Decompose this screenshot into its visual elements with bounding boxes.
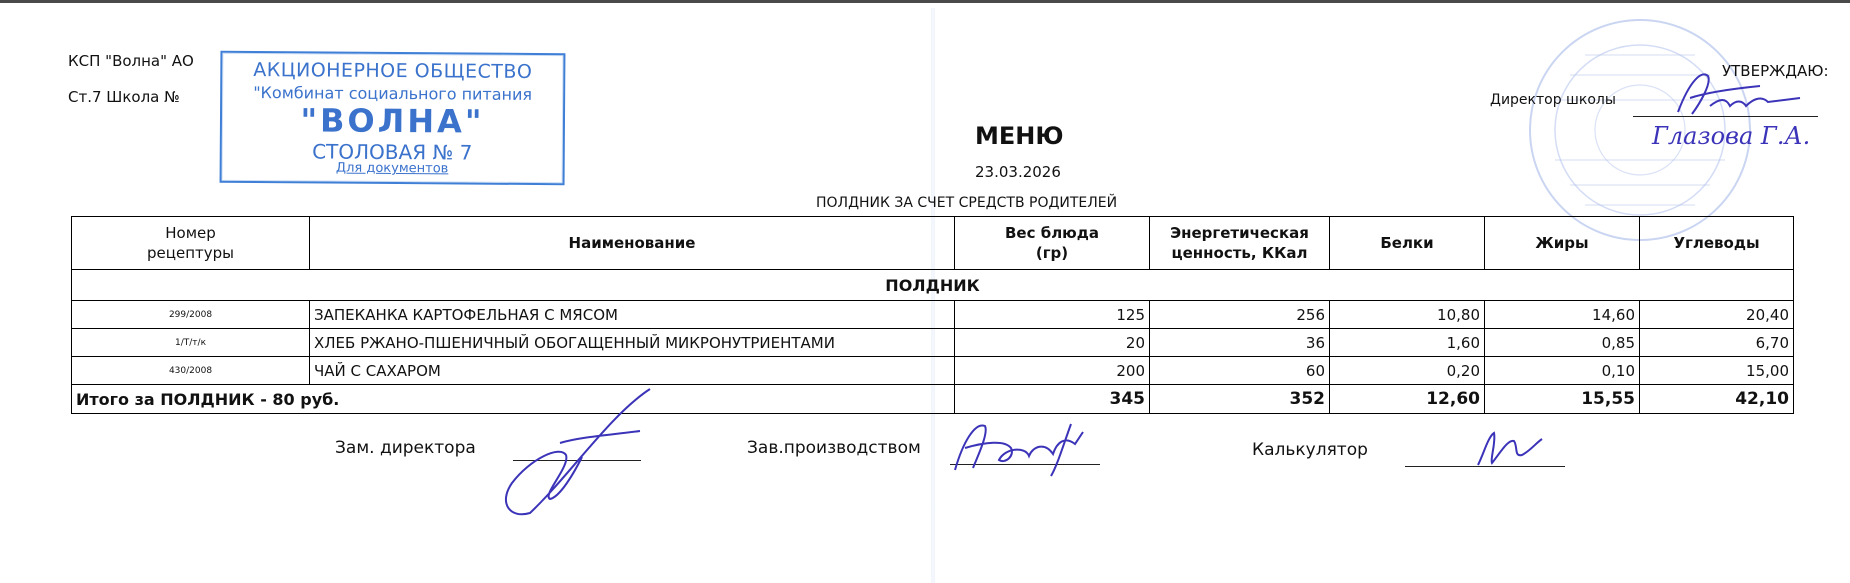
director-name: Глазова Г.А. (1652, 122, 1811, 150)
header-name: Наименование (310, 217, 955, 270)
recipe-code: 299/2008 (72, 301, 310, 329)
dish-protein: 1,60 (1330, 329, 1485, 357)
dish-name: ЗАПЕКАНКА КАРТОФЕЛЬНАЯ С МЯСОМ (310, 301, 955, 329)
company-stamp (220, 51, 566, 185)
header-weight (955, 217, 1150, 270)
recipe-code: 430/2008 (72, 357, 310, 385)
menu-date: 23.03.2026 (975, 163, 1061, 181)
table-row (72, 357, 1794, 385)
dish-carbs: 20,40 (1640, 301, 1794, 329)
menu-table (71, 216, 1794, 414)
dish-fat: 0,10 (1485, 357, 1640, 385)
header-recipe-line-1: Номер (165, 224, 216, 242)
stamp-line-5: Для документов (335, 160, 449, 177)
dish-name: ХЛЕБ РЖАНО-ПШЕНИЧНЫЙ ОБОГАЩЕННЫЙ МИКРОНУТРИЕНТАМИ (310, 329, 955, 357)
header-energy-line-2: ценность, ККал (1171, 244, 1308, 262)
deputy-director-label: Зам. директора (335, 438, 476, 458)
header-protein: Белки (1330, 217, 1485, 270)
top-border (0, 0, 1850, 3)
stamp-line-1: АКЦИОНЕРНОЕ ОБЩЕСТВО (253, 59, 533, 83)
header-energy (1150, 217, 1330, 270)
total-carbs: 42,10 (1640, 385, 1794, 414)
deputy-signature (490, 385, 660, 525)
department-label: Ст.7 Школа № (68, 88, 180, 106)
header-weight-line-1: Вес блюда (1005, 224, 1099, 242)
calculator-signature (1470, 425, 1550, 470)
approve-label: УТВЕРЖДАЮ: (1722, 62, 1829, 80)
table-row (72, 329, 1794, 357)
production-manager-label: Зав.производством (747, 438, 921, 458)
total-energy: 352 (1150, 385, 1330, 414)
stamp-line-3: "ВОЛНА" (300, 101, 485, 141)
table-header-row (72, 217, 1794, 270)
dish-carbs: 6,70 (1640, 329, 1794, 357)
dish-weight: 125 (955, 301, 1150, 329)
page-title: МЕНЮ (975, 122, 1064, 150)
header-carbs: Углеводы (1640, 217, 1794, 270)
meal-heading: ПОЛДНИК ЗА СЧЕТ СРЕДСТВ РОДИТЕЛЕЙ (816, 195, 1118, 211)
dish-carbs: 15,00 (1640, 357, 1794, 385)
stamp-line-2: "Комбинат социального питания (253, 83, 533, 104)
dish-energy: 36 (1150, 329, 1330, 357)
header-recipe (72, 217, 310, 270)
total-label: Итого за ПОЛДНИК - 80 руб. (72, 385, 955, 414)
dish-protein: 10,80 (1330, 301, 1485, 329)
total-row (72, 385, 1794, 414)
header-recipe-line-2: рецептуры (147, 244, 234, 262)
director-label: Директор школы (1490, 92, 1616, 108)
production-signature (945, 412, 1105, 482)
stamp-line-4: СТОЛОВАЯ № 7 (312, 139, 473, 165)
header-energy-line-1: Энергетическая (1170, 224, 1309, 242)
dish-protein: 0,20 (1330, 357, 1485, 385)
total-protein: 12,60 (1330, 385, 1485, 414)
calculator-label: Калькулятор (1252, 440, 1368, 460)
dish-energy: 256 (1150, 301, 1330, 329)
section-row (72, 270, 1794, 301)
recipe-code: 1/Т/т/к (72, 329, 310, 357)
total-fat: 15,55 (1485, 385, 1640, 414)
header-weight-line-2: (гр) (1035, 244, 1069, 262)
table-row (72, 301, 1794, 329)
dish-name: ЧАЙ С САХАРОМ (310, 357, 955, 385)
dish-weight: 20 (955, 329, 1150, 357)
total-weight: 345 (955, 385, 1150, 414)
dish-fat: 14,60 (1485, 301, 1640, 329)
header-fat: Жиры (1485, 217, 1640, 270)
dish-fat: 0,85 (1485, 329, 1640, 357)
dish-energy: 60 (1150, 357, 1330, 385)
dish-weight: 200 (955, 357, 1150, 385)
section-title: ПОЛДНИК (72, 270, 1794, 301)
organization-name: КСП "Волна" АО (68, 52, 194, 70)
